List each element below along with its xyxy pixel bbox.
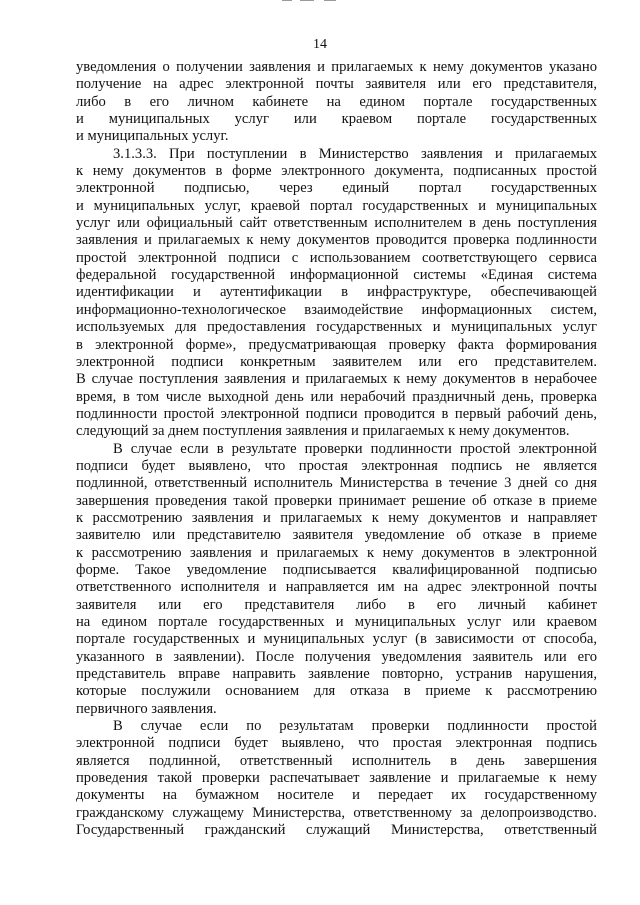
text-line: подписи будет выявлено, что простая электронная подпись не является [76, 457, 597, 474]
text-line: идентификации и аутентификации в инфраструктуре, обеспечивающей [76, 284, 597, 301]
text-line: к нему документов в форме электронного документа, подписанных простой [76, 163, 597, 180]
scan-edge-marks [0, 0, 640, 8]
text-line: в электронной форме», предусматривающая проверку факта формирования [76, 336, 597, 353]
text-line: услуг или официальный сайт ответственным исполнителем в день поступления [76, 215, 597, 232]
text-line: электронной подписи будет выявлено, что простая электронная подпись [76, 735, 597, 752]
document-body [76, 59, 597, 839]
scan-edge-mark [300, 0, 314, 1]
text-line: завершения проведения такой проверки принимает решение об отказе в приеме [76, 492, 597, 509]
text-line: на едином портале государственных и муниципальных услуг или краевом [76, 614, 597, 630]
text-line: информационно-технологическое взаимодействие информационных систем, [76, 301, 597, 318]
page-number: 14 [313, 37, 327, 52]
scan-edge-mark [282, 0, 292, 1]
text-line: к рассмотрению заявления и прилагаемых к нему документов в электронной [76, 544, 597, 561]
text-line: первичного заявления. [76, 700, 217, 717]
text-line: либо в его личном кабинете на едином портале государственных [76, 93, 597, 110]
text-line: следующий за днем поступления заявления и прилагаемых к нему документов. [76, 423, 570, 440]
text-line: время, в том числе выходной день или нерабочий праздничный день, проверка [76, 388, 597, 405]
text-line: и муниципальных услуг. [76, 128, 229, 145]
text-line: электронной подписью, через единый портал государственных [76, 180, 597, 197]
text-line: подлинной, ответственный исполнитель Министерства в течение 3 дней со дня [76, 475, 597, 492]
text-line: ответственного исполнителя и направляется им на адрес электронной почты [76, 579, 597, 596]
text-line: заявления и прилагаемых к нему документов проводится проверка подлинности [76, 232, 597, 249]
text-line: электронной подписи конкретным заявителем или его представителем. [76, 353, 597, 370]
text-line: получение на адрес электронной почты заявителя или его представителя, [76, 76, 597, 93]
text-line: гражданскому служащему Министерства, ответственному за делопроизводство. [76, 804, 597, 821]
text-line: федеральной государственной информационной системы «Единая система [76, 267, 597, 284]
text-line: заявителю или представителю заявителя уведомление об отказе в приеме [76, 527, 597, 544]
text-line: которые послужили основанием для отказа в приеме к рассмотрению [76, 683, 597, 700]
text-line: 3.1.3.3. При поступлении в Министерство заявления и прилагаемых [113, 145, 597, 162]
text-line: к рассмотрению заявления и прилагаемых к нему документов и направляет [76, 509, 597, 526]
text-line: используемых для предоставления государственных и муниципальных услуг [76, 319, 597, 336]
text-line: подлинности простой электронной подписи проводится в первый рабочий день, [76, 405, 597, 422]
text-line: является подлинной, ответственный исполнитель в день завершения [76, 752, 597, 769]
text-line: представитель вправе направить заявление повторно, устранив нарушения, [76, 666, 597, 683]
text-line: форме. Такое уведомление подписывается квалифицированной подписью [76, 561, 597, 578]
text-line: проведения такой проверки распечатывает заявление и прилагаемые к нему [76, 770, 597, 787]
text-line: портале государственных и муниципальных услуг (в зависимости от способа, [76, 631, 597, 648]
text-line: документы на бумажном носителе и передает их государственному [76, 787, 597, 804]
text-line: уведомления о получении заявления и прилагаемых к нему документов указано [76, 59, 597, 75]
text-line: В случае если в результате проверки подлинности простой электронной [113, 440, 597, 457]
scan-edge-mark [324, 0, 336, 1]
text-line: указанного в заявлении). После получения уведомления заявитель или его [76, 648, 597, 665]
text-line: простой электронной подписи с использованием соответствующего сервиса [76, 249, 597, 266]
text-line: В случае поступления заявления и прилагаемых к нему документов в нерабочее [76, 371, 597, 388]
text-line: Государственный гражданский служащий Министерства, ответственный [76, 822, 597, 839]
text-line: заявителя или его представителя либо в его личный кабинет [76, 596, 597, 613]
text-line: В случае если по результатам проверки подлинности простой [113, 718, 597, 735]
text-line: и муниципальных услуг или краевом портале государственных [76, 111, 597, 128]
text-line: и муниципальных услуг, краевой портал государственных и муниципальных [76, 197, 597, 214]
